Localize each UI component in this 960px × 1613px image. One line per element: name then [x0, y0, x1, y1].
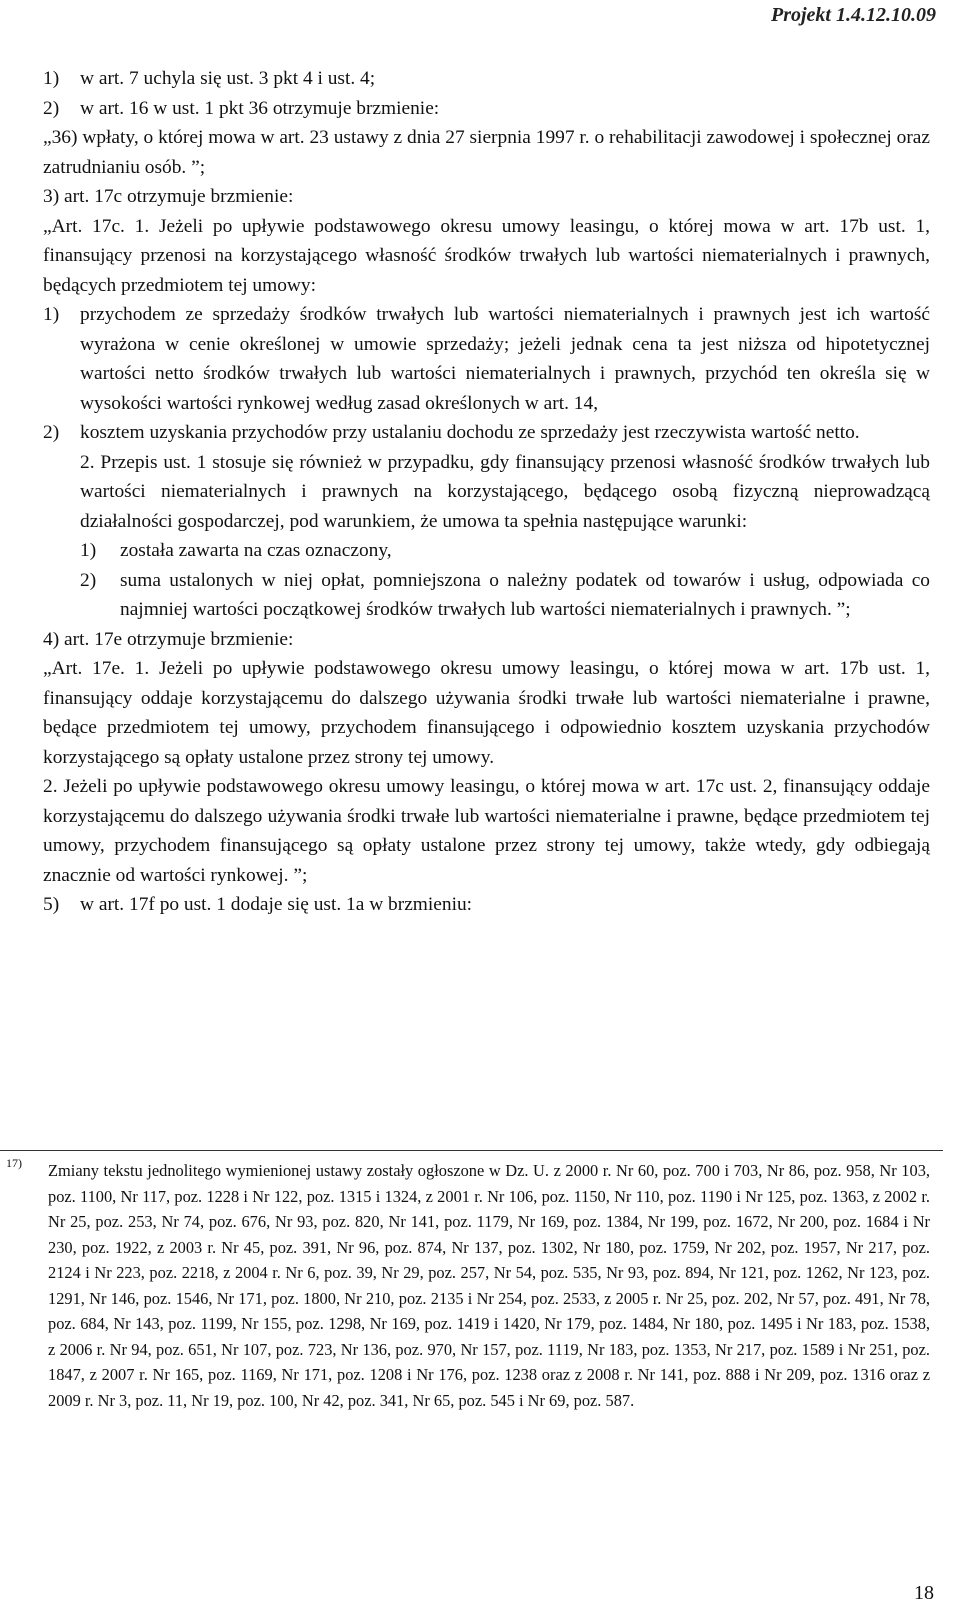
point-4: 4) art. 17e otrzymuje brzmienie: [43, 628, 294, 650]
footnote-divider [0, 1150, 943, 1151]
list-item [80, 566, 930, 625]
footnote-text: Zmiany tekstu jednolitego wymienionej ustawy zostały ogłoszone w Dz. U. z 2000 r. Nr 60, poz. 700 i 703, Nr 86, poz. 958, Nr 103, poz. 1100, Nr 117, poz. 1228 i Nr 122, poz. 1315 i 1324, z 2001 r. Nr 106, poz. 1150, Nr 110, poz. 1190 i Nr 125, poz. 1363, z 2002 r. Nr 25, poz. 253, Nr 74, poz. 676, Nr 93, poz. 820, Nr 141, poz. 1179, Nr 169, poz. 1384, Nr 199, poz. 1672, Nr 200, poz. 1684 i Nr 230, poz. 1922, z 2003 r. Nr 45, poz. 391, Nr 96, poz. 874, Nr 137, poz. 1302, Nr 180, poz. 1759, Nr 202, poz. 1957, Nr 217, poz. 2124 i Nr 223, poz. 2218, z 2004 r. Nr 6, poz. 39, Nr 29, poz. 257, Nr 54, poz. 535, Nr 93, poz. 894, Nr 121, poz. 1262, Nr 123, poz. 1291, Nr 146, poz. 1546, Nr 171, poz. 1800, Nr 210, poz. 2135 i Nr 254, poz. 2533, z 2005 r. Nr 25, poz. 202, Nr 57, poz. 491, Nr 78, poz. 684, Nr 143, poz. 1199, Nr 155, poz. 1298, Nr 169, poz. 1419 i 1420, Nr 179, poz. 1484, Nr 180, poz. 1495 i Nr 183, poz. 1538, z 2006 r. Nr 94, poz. 651, Nr 107, poz. 723, Nr 136, poz. 970, Nr 157, poz. 1119, Nr 183, poz. 1353, Nr 217, poz. 1589 i Nr 251, poz. 1847, z 2007 r. Nr 165, poz. 1169, Nr 171, poz. 1208 i Nr 176, poz. 1238 oraz z 2008 r. Nr 141, poz. 888 i Nr 209, poz. 1316 oraz z 2009 r. Nr 3, poz. 11, Nr 19, poz. 100, Nr 42, poz. 341, Nr 65, poz. 545 i Nr 69, poz. 587. [48, 1161, 930, 1410]
item-number: 2) [43, 422, 60, 443]
article-17c-ust-1: „Art. 17c. 1. Jeżeli po upływie podstawowego okresu umowy leasingu, o której mowa w art. 17b ust. 1, finansujący przenosi na korzystającego własność środków trwałych lub wartości niematerialnych i prawnych, będących przedmiotem tej umowy: [43, 215, 930, 296]
page-number: 18 [914, 1582, 934, 1604]
item-text: została zawarta na czas oznaczony, [120, 540, 392, 561]
project-header: Projekt 1.4.12.10.09 [771, 4, 936, 26]
footnote-mark: 17) [6, 1156, 22, 1170]
article-17e-ust-1: „Art. 17e. 1. Jeżeli po upływie podstawowego okresu umowy leasingu, o której mowa w art. 17b ust. 1, finansujący oddaje korzystającemu do dalszego używania środki trwałe lub wartości niematerialne i prawne, będące przedmiotem tej umowy, przychodem finansującego i odpowiednio kosztem uzyskania przychodów korzystającego są opłaty ustalone przez strony tej umowy. [43, 658, 930, 768]
sublist [43, 536, 930, 625]
article-17e-ust-2: 2. Jeżeli po upływie podstawowego okresu umowy leasingu, o której mowa w art. 17c ust. 2, finansujący oddaje korzystającemu do dalszego używania środki trwałe lub wartości niematerialne i prawne, będące przedmiotem tej umowy, przychodem finansującego są opłaty ustalone przez strony tej umowy, także wtedy, gdy odbiegają znacznie od wartości rynkowej. ”; [43, 776, 930, 886]
point-2 [43, 94, 930, 124]
document-body [43, 64, 930, 920]
article-17c-ust-2: 2. Przepis ust. 1 stosuje się również w przypadku, gdy finansujący przenosi własność środków trwałych lub wartości niematerialnych i prawnych na korzystającego, będącego osobą fizyczną nieprowadzącą działalności gospodarczej, pod warunkiem, że umowa ta spełnia następujące warunki: [80, 451, 930, 532]
point-3: 3) art. 17c otrzymuje brzmienie: [43, 186, 294, 207]
item-number: 1) [43, 304, 60, 325]
point-text: w art. 16 w ust. 1 pkt 36 otrzymuje brzmienie: [80, 97, 440, 119]
point-number: 1) [43, 68, 60, 89]
point-text: w art. 17f po ust. 1 dodaje się ust. 1a w brzmieniu: [80, 894, 473, 915]
list-item [43, 300, 930, 418]
list-item [43, 418, 930, 448]
list-item [80, 536, 930, 566]
point-number: 5) [43, 894, 60, 915]
footnote [6, 1158, 930, 1413]
item-number: 1) [80, 540, 97, 561]
item-text: przychodem ze sprzedaży środków trwałych lub wartości niematerialnych i prawnych jest ich wartość wyrażona w cenie określonej w umowie sprzedaży; jeżeli jednak cena ta jest niższa od hipotetycznej wartości netto środków trwałych lub wartości niematerialnych i prawnych, przychód ten określa się w wysokości wartości rynkowej według zasad określonych w art. 14, [80, 304, 930, 414]
item-number: 2) [80, 569, 97, 591]
item-text: suma ustalonych w niej opłat, pomniejszona o należny podatek od towarów i usług, odpowiada co najmniej wartości początkowej środków trwałych lub wartości niematerialnych i prawnych. ”; [120, 569, 930, 620]
quoted-provision: „36) wpłaty, o której mowa w art. 23 ustawy z dnia 27 sierpnia 1997 r. o rehabilitacji zawodowej i społecznej oraz zatrudnianiu osób. ”; [43, 127, 930, 178]
point-text: w art. 7 uchyla się ust. 3 pkt 4 i ust. 4; [80, 68, 376, 89]
point-number: 2) [43, 97, 60, 119]
item-text: kosztem uzyskania przychodów przy ustalaniu dochodu ze sprzedaży jest rzeczywista wartość netto. [80, 422, 860, 443]
point-1 [43, 64, 930, 94]
point-5 [43, 890, 930, 920]
